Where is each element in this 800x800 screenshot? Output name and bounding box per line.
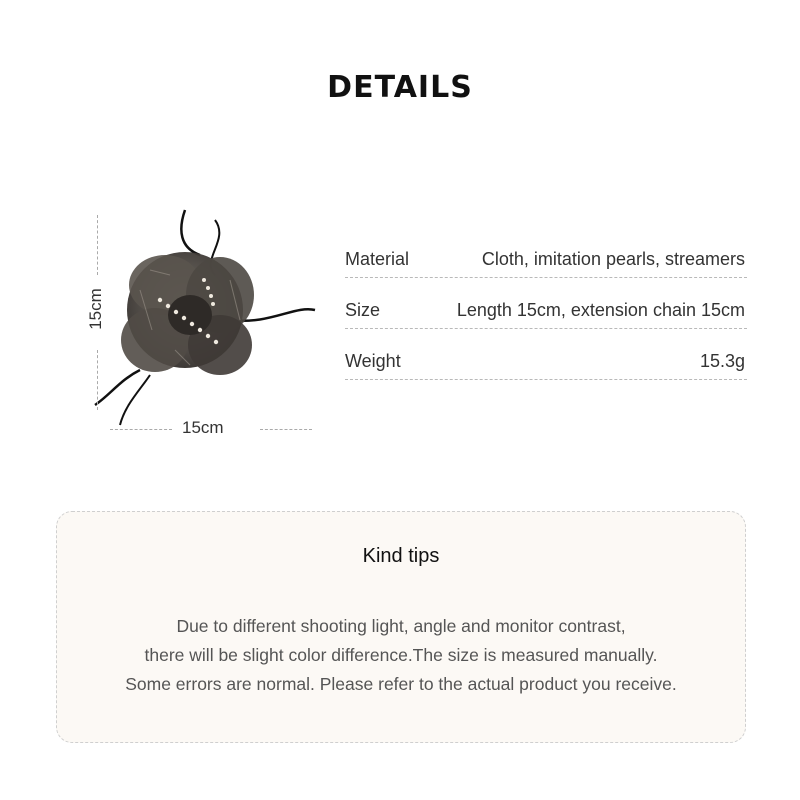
height-dimension bbox=[86, 215, 108, 415]
spec-table bbox=[345, 242, 747, 395]
tips-line: Some errors are normal. Please refer to the actual product you receive. bbox=[125, 674, 677, 694]
spec-label: Material bbox=[345, 249, 410, 269]
spec-row-size bbox=[345, 293, 747, 329]
dimension-line bbox=[110, 429, 172, 430]
dimension-line bbox=[97, 350, 98, 410]
width-dimension bbox=[110, 418, 315, 440]
tips-line: there will be slight color difference.The size is measured manually. bbox=[144, 645, 658, 665]
spec-value: 15.3g bbox=[699, 351, 745, 371]
spec-row-weight bbox=[345, 344, 747, 380]
spec-value: Cloth, imitation pearls, streamers bbox=[481, 249, 745, 269]
width-label: 15cm bbox=[182, 418, 224, 437]
product-image bbox=[80, 200, 340, 450]
page-title: DETAILS bbox=[327, 70, 473, 105]
tips-title: Kind tips bbox=[362, 545, 440, 567]
dimension-line bbox=[260, 429, 312, 430]
kind-tips-panel bbox=[56, 511, 746, 743]
tips-line: Due to different shooting light, angle and monitor contrast, bbox=[176, 616, 626, 636]
spec-label: Size bbox=[345, 300, 381, 320]
tips-body bbox=[57, 612, 745, 699]
dimension-line bbox=[97, 215, 98, 275]
spec-row-material bbox=[345, 242, 747, 278]
spec-value: Length 15cm, extension chain 15cm bbox=[456, 300, 745, 320]
spec-label: Weight bbox=[345, 351, 401, 371]
height-label: 15cm bbox=[86, 288, 105, 330]
scrunchie-bow-icon bbox=[80, 200, 340, 450]
